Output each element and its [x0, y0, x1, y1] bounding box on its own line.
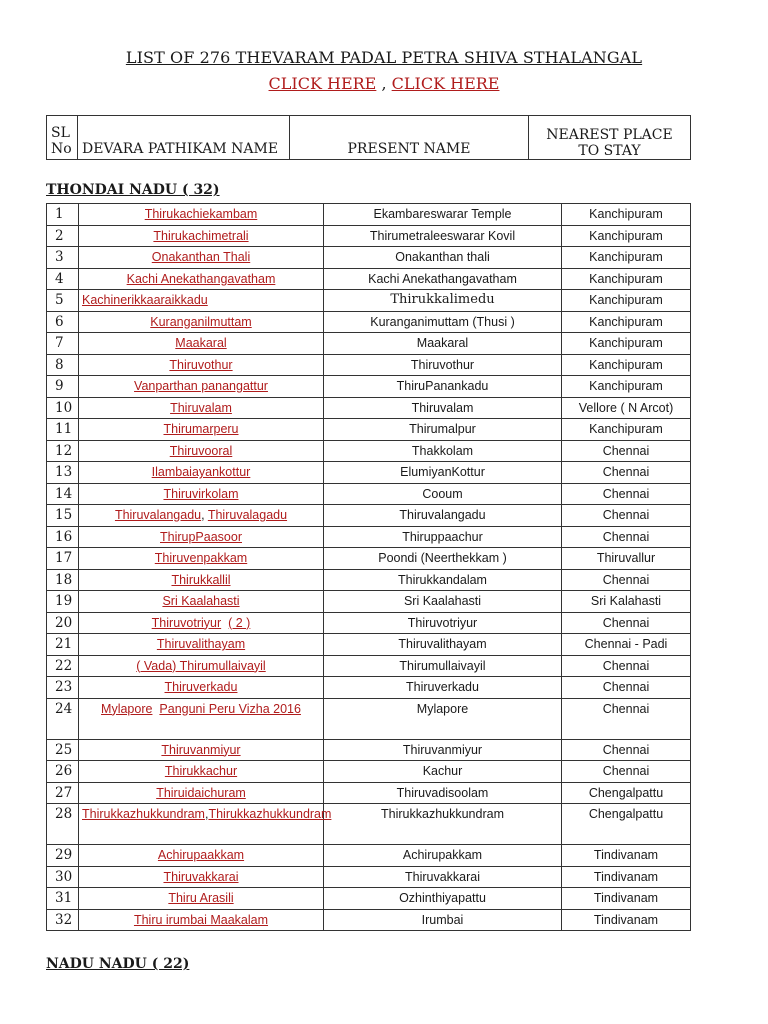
present-name-cell: Thiruvakkarai: [324, 866, 562, 888]
devara-pathikam-cell: [79, 333, 324, 355]
nearest-place-cell: Chennai: [562, 761, 691, 783]
sthalam-link[interactable]: Thiruvothur: [169, 357, 233, 372]
sl-no-cell: 11: [47, 419, 79, 441]
nearest-place-cell: Tindivanam: [562, 845, 691, 867]
sl-no-cell: 12: [47, 440, 79, 462]
sthalam-link[interactable]: Sri Kaalahasti: [162, 594, 240, 608]
devara-pathikam-cell: [79, 204, 324, 226]
nearest-place-cell: Chengalpattu: [562, 804, 691, 845]
sl-no-cell: 28: [47, 804, 79, 845]
table-row: [47, 440, 691, 462]
nearest-place-cell: Chennai: [562, 462, 691, 484]
thondai-nadu-table: [46, 203, 691, 931]
sl-no-cell: 27: [47, 782, 79, 804]
present-name-cell: Cooum: [324, 483, 562, 505]
nearest-place-cell: Kanchipuram: [562, 376, 691, 398]
section-heading-thondai-nadu: THONDAI NADU ( 32): [46, 182, 220, 198]
devara-pathikam-cell: [79, 634, 324, 656]
devara-pathikam-cell: [79, 548, 324, 570]
sl-no-cell: 31: [47, 888, 79, 910]
devara-pathikam-cell: [79, 354, 324, 376]
devara-pathikam-cell: [79, 526, 324, 548]
table-row: [47, 909, 691, 931]
table-row: [47, 483, 691, 505]
devara-pathikam-cell: [79, 505, 324, 527]
devara-pathikam-cell: [79, 483, 324, 505]
sl-no-cell: 1: [47, 204, 79, 226]
sthalam-link[interactable]: Thirukkazhukkundram: [82, 807, 205, 821]
sl-no-cell: 18: [47, 569, 79, 591]
table-row: [47, 268, 691, 290]
header-table: [46, 115, 691, 160]
devara-pathikam-cell: [79, 311, 324, 333]
sl-no-cell: 26: [47, 761, 79, 783]
present-name-cell: Thiruvalam: [324, 397, 562, 419]
sthalam-link[interactable]: Kuranganilmuttam: [150, 314, 252, 329]
sl-no-cell: 8: [47, 354, 79, 376]
sl-no-cell: 16: [47, 526, 79, 548]
table-row: [47, 526, 691, 548]
sthalam-link[interactable]: ( Vada) Thirumullaivayil: [136, 658, 266, 673]
nearest-place-cell: Chennai: [562, 526, 691, 548]
sl-no-cell: 6: [47, 311, 79, 333]
nearest-place-cell: Chennai: [562, 677, 691, 699]
page-title: LIST OF 276 THEVARAM PADAL PETRA SHIVA STHALANGAL: [125, 48, 643, 67]
devara-pathikam-cell: [79, 677, 324, 699]
nearest-place-cell: Kanchipuram: [562, 354, 691, 376]
sl-no-cell: 9: [47, 376, 79, 398]
devara-pathikam-cell: [79, 290, 324, 312]
present-name-cell: Kachur: [324, 761, 562, 783]
nearest-place-cell: Chennai: [562, 655, 691, 677]
click-here-link-2[interactable]: CLICK HERE: [391, 74, 500, 93]
sthalam-link[interactable]: Thirukachimetrali: [153, 228, 249, 243]
sl-no-cell: 20: [47, 612, 79, 634]
sthalam-link[interactable]: Thiruvalithayam: [156, 637, 246, 651]
section-heading-nadu-nadu: NADU NADU ( 22): [46, 956, 190, 972]
devara-pathikam-cell: [79, 845, 324, 867]
sthalam-link[interactable]: Thiru Arasili: [168, 891, 234, 905]
table-row: [47, 739, 691, 761]
table-row: [47, 761, 691, 783]
sl-no-cell: 10: [47, 397, 79, 419]
present-name-cell: Irumbai: [324, 909, 562, 931]
present-name-cell: Thirukkalimedu: [324, 290, 562, 312]
sthalam-link[interactable]: Thiruvirkolam: [163, 486, 239, 501]
present-name-cell: Thiruppaachur: [324, 526, 562, 548]
sl-no-cell: 13: [47, 462, 79, 484]
devara-pathikam-cell: [79, 739, 324, 761]
sthalam-link[interactable]: Thiruvakkarai: [163, 869, 239, 884]
nearest-place-cell: Chennai: [562, 698, 691, 739]
present-name-cell: Kuranganimuttam (Thusi ): [324, 311, 562, 333]
nearest-place-cell: Chennai - Padi: [562, 634, 691, 656]
devara-pathikam-cell: [79, 376, 324, 398]
nearest-place-cell: Kanchipuram: [562, 333, 691, 355]
devara-pathikam-cell: [79, 761, 324, 783]
present-name-cell: Poondi (Neerthekkam ): [324, 548, 562, 570]
table-row: [47, 548, 691, 570]
present-name-cell: Onakanthan thali: [324, 247, 562, 269]
sl-no-cell: 15: [47, 505, 79, 527]
sthalam-link[interactable]: Thiruvalangadu: [114, 508, 202, 522]
devara-pathikam-cell: [79, 419, 324, 441]
sthalam-link[interactable]: Thirukkazhukkundram: [208, 807, 332, 821]
devara-pathikam-cell: [79, 268, 324, 290]
sthalam-link[interactable]: Ilambaiayankottur: [151, 465, 251, 479]
nearest-place-cell: Tindivanam: [562, 866, 691, 888]
sthalam-link[interactable]: Thiruidaichuram: [156, 785, 246, 800]
present-name-cell: Mylapore: [324, 698, 562, 739]
sthalam-link[interactable]: ( 2 ): [228, 615, 251, 630]
nearest-place-cell: Chennai: [562, 483, 691, 505]
sl-no-cell: 29: [47, 845, 79, 867]
sl-no-cell: 25: [47, 739, 79, 761]
devara-pathikam-cell: [79, 462, 324, 484]
devara-pathikam-cell: [79, 225, 324, 247]
table-row: [47, 591, 691, 613]
nearest-place-cell: Kanchipuram: [562, 311, 691, 333]
sthalam-link[interactable]: Vanparthan panangattur: [134, 379, 268, 393]
sl-no-cell: 5: [47, 290, 79, 312]
sl-no-cell: 24: [47, 698, 79, 739]
table-row: [47, 698, 691, 739]
table-row: [47, 505, 691, 527]
devara-pathikam-cell: [79, 247, 324, 269]
header-nearest-place: NEAREST PLACE TO STAY: [529, 116, 691, 160]
sl-no-cell: 30: [47, 866, 79, 888]
sthalam-link[interactable]: Thiruvanmiyur: [161, 742, 241, 757]
present-name-cell: Ekambareswarar Temple: [324, 204, 562, 226]
nearest-place-cell: Kanchipuram: [562, 290, 691, 312]
sthalam-link[interactable]: Kachinerikkaaraikkadu: [82, 293, 208, 307]
sthalam-link[interactable]: Thiruverkadu: [164, 680, 238, 694]
nearest-place-cell: Chennai: [562, 612, 691, 634]
devara-pathikam-cell: [79, 569, 324, 591]
table-row: [47, 804, 691, 845]
table-row: [47, 290, 691, 312]
table-row: [47, 866, 691, 888]
nearest-place-cell: Kanchipuram: [562, 268, 691, 290]
sl-no-cell: 14: [47, 483, 79, 505]
table-row: [47, 311, 691, 333]
nearest-place-cell: Chennai: [562, 569, 691, 591]
link-separator: ,: [381, 74, 387, 93]
table-row: [47, 419, 691, 441]
sthalam-link[interactable]: Thirumarperu: [163, 422, 239, 436]
table-row: [47, 204, 691, 226]
devara-pathikam-cell: [79, 909, 324, 931]
sl-no-cell: 17: [47, 548, 79, 570]
devara-pathikam-cell: [79, 655, 324, 677]
nearest-place-cell: Kanchipuram: [562, 419, 691, 441]
nearest-place-cell: Tindivanam: [562, 888, 691, 910]
devara-pathikam-cell: [79, 397, 324, 419]
present-name-cell: Thiruvalithayam: [324, 634, 562, 656]
sl-no-cell: 7: [47, 333, 79, 355]
sthalam-link[interactable]: ThirupPaasoor: [160, 529, 242, 544]
sl-no-cell: 3: [47, 247, 79, 269]
separator-text: ,: [201, 508, 208, 522]
sl-no-cell: 23: [47, 677, 79, 699]
present-name-cell: Thirumetraleeswarar Kovil: [324, 225, 562, 247]
present-name-cell: Thiruvalangadu: [324, 505, 562, 527]
table-row: [47, 612, 691, 634]
devara-pathikam-cell: [79, 698, 324, 739]
header-sl-no: SL No: [47, 116, 78, 160]
present-name-cell: Thakkolam: [324, 440, 562, 462]
devara-pathikam-cell: [79, 782, 324, 804]
header-devara-pathikam-name: DEVARA PATHIKAM NAME: [78, 116, 290, 160]
devara-pathikam-cell: [79, 888, 324, 910]
present-name-cell: Sri Kaalahasti: [324, 591, 562, 613]
nearest-place-cell: Chengalpattu: [562, 782, 691, 804]
table-row: [47, 225, 691, 247]
sthalam-link[interactable]: Thirukachiekambam: [144, 207, 258, 221]
present-name-cell: Thirumalpur: [324, 419, 562, 441]
sthalam-link[interactable]: Thiruvooral: [169, 443, 233, 458]
nearest-place-cell: Chennai: [562, 505, 691, 527]
present-name-cell: Thiruvotriyur: [324, 612, 562, 634]
sl-no-cell: 32: [47, 909, 79, 931]
table-row: [47, 247, 691, 269]
sl-no-cell: 4: [47, 268, 79, 290]
nearest-place-cell: Kanchipuram: [562, 204, 691, 226]
separator-text: ,: [204, 807, 209, 821]
nearest-place-cell: Tindivanam: [562, 909, 691, 931]
table-row: [47, 888, 691, 910]
present-name-cell: Thiruvothur: [324, 354, 562, 376]
nearest-place-cell: Chennai: [562, 440, 691, 462]
devara-pathikam-cell: [79, 440, 324, 462]
nearest-place-cell: Vellore ( N Arcot): [562, 397, 691, 419]
sthalam-link[interactable]: Onakanthan Thali: [151, 250, 251, 264]
sthalam-link[interactable]: Achirupaakkam: [157, 848, 245, 862]
present-name-cell: Ozhinthiyapattu: [324, 888, 562, 910]
sthalam-link[interactable]: Thiruvalam: [170, 400, 232, 415]
table-row: [47, 376, 691, 398]
present-name-cell: Thirumullaivayil: [324, 655, 562, 677]
sl-no-cell: 19: [47, 591, 79, 613]
nearest-place-cell: Kanchipuram: [562, 225, 691, 247]
click-here-link-1[interactable]: CLICK HERE: [268, 74, 377, 93]
sthalam-link[interactable]: Mylapore: [101, 701, 153, 716]
sl-no-cell: 22: [47, 655, 79, 677]
sl-no-cell: 2: [47, 225, 79, 247]
nearest-place-cell: Kanchipuram: [562, 247, 691, 269]
sthalam-link[interactable]: Thirukkallil: [171, 572, 231, 587]
present-name-cell: Achirupakkam: [324, 845, 562, 867]
sl-no-cell: 21: [47, 634, 79, 656]
table-row: [47, 397, 691, 419]
table-row: [47, 333, 691, 355]
present-name-cell: Thiruverkadu: [324, 677, 562, 699]
nearest-place-cell: Sri Kalahasti: [562, 591, 691, 613]
sthalam-link[interactable]: Maakaral: [175, 336, 227, 350]
table-row: [47, 845, 691, 867]
present-name-cell: Thiruvadisoolam: [324, 782, 562, 804]
devara-pathikam-cell: [79, 591, 324, 613]
table-row: [47, 354, 691, 376]
present-name-cell: ElumiyanKottur: [324, 462, 562, 484]
devara-pathikam-cell: [79, 804, 332, 845]
present-name-cell: Thirukkazhukkundram: [324, 804, 562, 845]
sthalam-link[interactable]: Panguni Peru Vizha 2016: [159, 701, 301, 716]
devara-pathikam-cell: [79, 612, 324, 634]
present-name-cell: ThiruPanankadu: [324, 376, 562, 398]
table-row: [47, 677, 691, 699]
present-name-cell: Thiruvanmiyur: [324, 739, 562, 761]
table-row: [47, 655, 691, 677]
nearest-place-cell: Chennai: [562, 739, 691, 761]
nearest-place-cell: Thiruvallur: [562, 548, 691, 570]
table-row: [47, 634, 691, 656]
table-row: [47, 569, 691, 591]
sthalam-link[interactable]: Kachi Anekathangavatham: [126, 271, 276, 286]
sthalam-link[interactable]: Thiru irumbai Maakalam: [133, 912, 269, 927]
sthalam-link[interactable]: Thiruvalagadu: [207, 508, 288, 522]
table-row: [47, 462, 691, 484]
present-name-cell: Thirukkandalam: [324, 569, 562, 591]
sthalam-link[interactable]: Thiruvenpakkam: [154, 551, 248, 565]
present-name-cell: Kachi Anekathangavatham: [324, 268, 562, 290]
devara-pathikam-cell: [79, 866, 324, 888]
present-name-cell: Maakaral: [324, 333, 562, 355]
sthalam-link[interactable]: Thirukkachur: [164, 764, 238, 778]
table-row: [47, 782, 691, 804]
sthalam-link[interactable]: Thiruvotriyur: [151, 615, 222, 630]
header-present-name: PRESENT NAME: [290, 116, 529, 160]
click-here-links: [0, 74, 768, 93]
